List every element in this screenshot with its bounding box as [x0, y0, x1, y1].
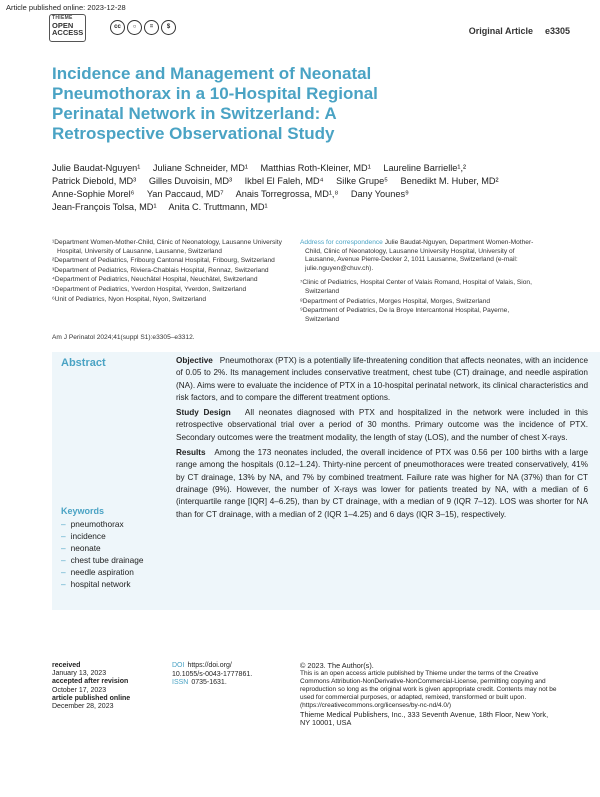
author: Benedikt M. Huber, MD²	[400, 176, 499, 186]
author: Anais Torregrossa, MD¹,⁸	[235, 189, 339, 199]
author-list	[52, 162, 572, 214]
date-label: accepted after revision	[52, 678, 129, 686]
keywords-heading: Keywords	[61, 506, 105, 516]
affiliation: ⁹Department of Pediatrics, De la Broye Intercantonal Hospital, Payerne, Switzerland	[300, 307, 510, 323]
doi-label: DOI	[172, 662, 185, 669]
author-row	[52, 175, 572, 188]
author: Patrick Diebold, MD³	[52, 176, 137, 186]
author: Silke Grupe⁵	[336, 176, 388, 186]
affiliation: ²Department of Pediatrics, Fribourg Cantonal Hospital, Fribourg, Switzerland	[52, 257, 275, 265]
copyright-block	[300, 662, 560, 727]
logo-line2: ACCESS	[52, 28, 84, 37]
license-text: This is an open access article published by Thieme under the terms of the Creative Commons Attribution-NonDerivative-NonCommercial-License, permitting copying and reproduction so long as the original work is given appropriate credit. Contents may not be used for commercial purposes, or adapted, remixed, transformed or built upon. (https://creativecommons.org/licenses/by-nc-nd/4.0/)	[300, 670, 557, 710]
affiliation: ⁶Unit of Pediatrics, Nyon Hospital, Nyon, Switzerland	[52, 295, 207, 303]
affiliation: ³Department of Pediatrics, Riviera-Chablais Hospital, Rennaz, Switzerland	[52, 266, 269, 274]
by-icon: ○	[127, 20, 142, 35]
objective-label: Objective	[176, 356, 213, 365]
affiliation: ¹Department Women-Mother-Child, Clinic of Neonatology, Lausanne University Hospital, University of Lausanne, Lausanne, Switzerland	[52, 239, 282, 255]
logo-line1: OPEN	[52, 21, 74, 30]
correspondence-text: Julie Baudat-Nguyen, Department Women-Mother-Child, Clinic of Neonatology, Lausanne University Hospital, University of Lausanne, Avenue Pierre-Decker 2, 1011 Lausanne, Switzerland (e-mail: julie.nguyen@chuv.ch).	[305, 239, 534, 272]
date-label: received	[52, 662, 81, 669]
abstract-text	[176, 355, 588, 524]
author: Yan Paccaud, MD⁷	[146, 189, 224, 199]
date-label: article published online	[52, 694, 131, 702]
copyright-line: © 2023. The Author(s).	[300, 661, 374, 670]
author: Matthias Roth-Kleiner, MD¹	[260, 163, 371, 173]
logo-publisher-text: THIEME	[52, 15, 73, 21]
citation: Am J Perinatol 2024;41(suppl S1):e3305–e3312.	[52, 334, 195, 341]
author: Anne-Sophie Morel⁶	[52, 189, 135, 199]
author: Juliane Schneider, MD¹	[152, 163, 248, 173]
running-header	[469, 26, 570, 36]
keywords-list	[61, 518, 144, 590]
keyword: – chest tube drainage	[61, 554, 144, 566]
date-value: December 28, 2023	[52, 703, 114, 711]
author-row	[52, 201, 572, 214]
affiliation: ⁴Department of Pediatrics, Neuchâtel Hospital, Neuchâtel, Switzerland	[52, 276, 258, 284]
nc-icon: $	[161, 20, 176, 35]
results-label: Results	[176, 448, 206, 458]
author: Ikbel El Faleh, MD⁴	[244, 176, 324, 186]
doi-link-cont[interactable]: 10.1055/s-0043-1777861.	[172, 670, 253, 678]
keyword: – hospital network	[61, 578, 144, 590]
affiliation: ⁵Department of Pediatrics, Yverdon Hospital, Yverdon, Switzerland	[52, 285, 247, 293]
design-label: Study Design	[176, 408, 231, 418]
issn-value: 0735-1631.	[191, 679, 227, 687]
date-value: October 17, 2023	[52, 686, 107, 694]
design-text: All neonates diagnosed with PTX and hospitalized in the network were included in this retrospective observational trial over a period of 30 months. Primary outcome was the incidence of PTX. Secondary outcomes were the treatment modality, the length of stay (LOS), and the number of chest X-rays.	[176, 408, 588, 442]
correspondence	[300, 239, 545, 273]
author-row	[52, 162, 572, 175]
abstract-results	[176, 447, 588, 521]
author-row	[52, 188, 572, 201]
affiliation: ⁸Department of Pediatrics, Morges Hospital, Morges, Switzerland	[300, 297, 491, 305]
author: Dany Younes⁹	[350, 189, 409, 199]
author: Gilles Duvoisin, MD³	[148, 176, 233, 186]
keyword: – needle aspiration	[61, 566, 144, 578]
doi-link[interactable]: https://doi.org/	[187, 662, 232, 669]
author: Jean-François Tolsa, MD¹	[52, 202, 157, 212]
abstract-design	[176, 407, 588, 444]
article-type: Original Article	[468, 26, 533, 36]
cc-icon: cc	[110, 20, 125, 35]
doi-block	[172, 662, 252, 688]
author: Anita C. Truttmann, MD¹	[168, 202, 268, 212]
keyword: – pneumothorax	[61, 518, 144, 530]
author: Julie Baudat-Nguyen¹	[52, 163, 141, 173]
publisher-address: Thieme Medical Publishers, Inc., 333 Seventh Avenue, 18th Floor, New York, NY 10001, USA	[300, 709, 549, 727]
date-value: January 13, 2023	[52, 670, 107, 678]
affiliation: ⁷Clinic of Pediatrics, Hospital Center of Valais Romand, Hospital of Valais, Sion, Switzerland	[300, 279, 532, 295]
abstract-heading: Abstract	[61, 357, 106, 369]
logo-open-access-text	[52, 22, 83, 36]
article-title: Incidence and Management of Neonatal Pneumothorax in a 10-Hospital Regional Perinatal Network in Switzerland: A Retrospective Observational Study	[52, 64, 378, 143]
article-dates	[52, 662, 130, 711]
issn-label: ISSN	[172, 679, 189, 687]
correspondence-label: Address for correspondence	[300, 239, 383, 246]
nd-icon: =	[144, 20, 159, 35]
page-number: e3305	[544, 26, 570, 36]
abstract-objective	[176, 355, 588, 404]
keyword: – incidence	[61, 530, 144, 542]
affiliations-right	[300, 239, 545, 325]
published-online-line: Article published online: 2023-12-28	[6, 3, 126, 12]
affiliations-left	[52, 239, 292, 305]
keyword: – neonate	[61, 542, 144, 554]
objective-text: Pneumothorax (PTX) is a potentially life-threatening condition that affects neonates, with an incidence of 0.05 to 2%. Its management includes conservative treatment, chest tube (CT) drainage, and needle aspiration (NA). Aims were to evaluate the incidence of PTX in a 10-hospital perinatal network, its clinical characteristics and risk factors, and to compare the different treatment options.	[176, 356, 588, 402]
results-text: Among the 173 neonates included, the overall incidence of PTX was 0.56 per 100 births with a large range among the hospitals (0.12–1.24). Thirty-nine percent of pneumothoraces were treated conservatively, 41% by CT drainage, 13% by NA, and 7% by combined treatment. Failure rate was higher for NA (37%) than for CT drainage (9%). However, the number of X-rays was lower for patients treated by NA, with a median of 6 (interquartile range [IQR] 4–6.25), than by CT drainage, with a median of 9 (IQR 7–12). LOS was shorter for NA than for CT drainage, with a median of 2 (IQR 1–4.25) and 6 days (IQR 3–15), respectively.	[176, 448, 589, 519]
author: Laureline Barrielle¹,²	[383, 163, 467, 173]
